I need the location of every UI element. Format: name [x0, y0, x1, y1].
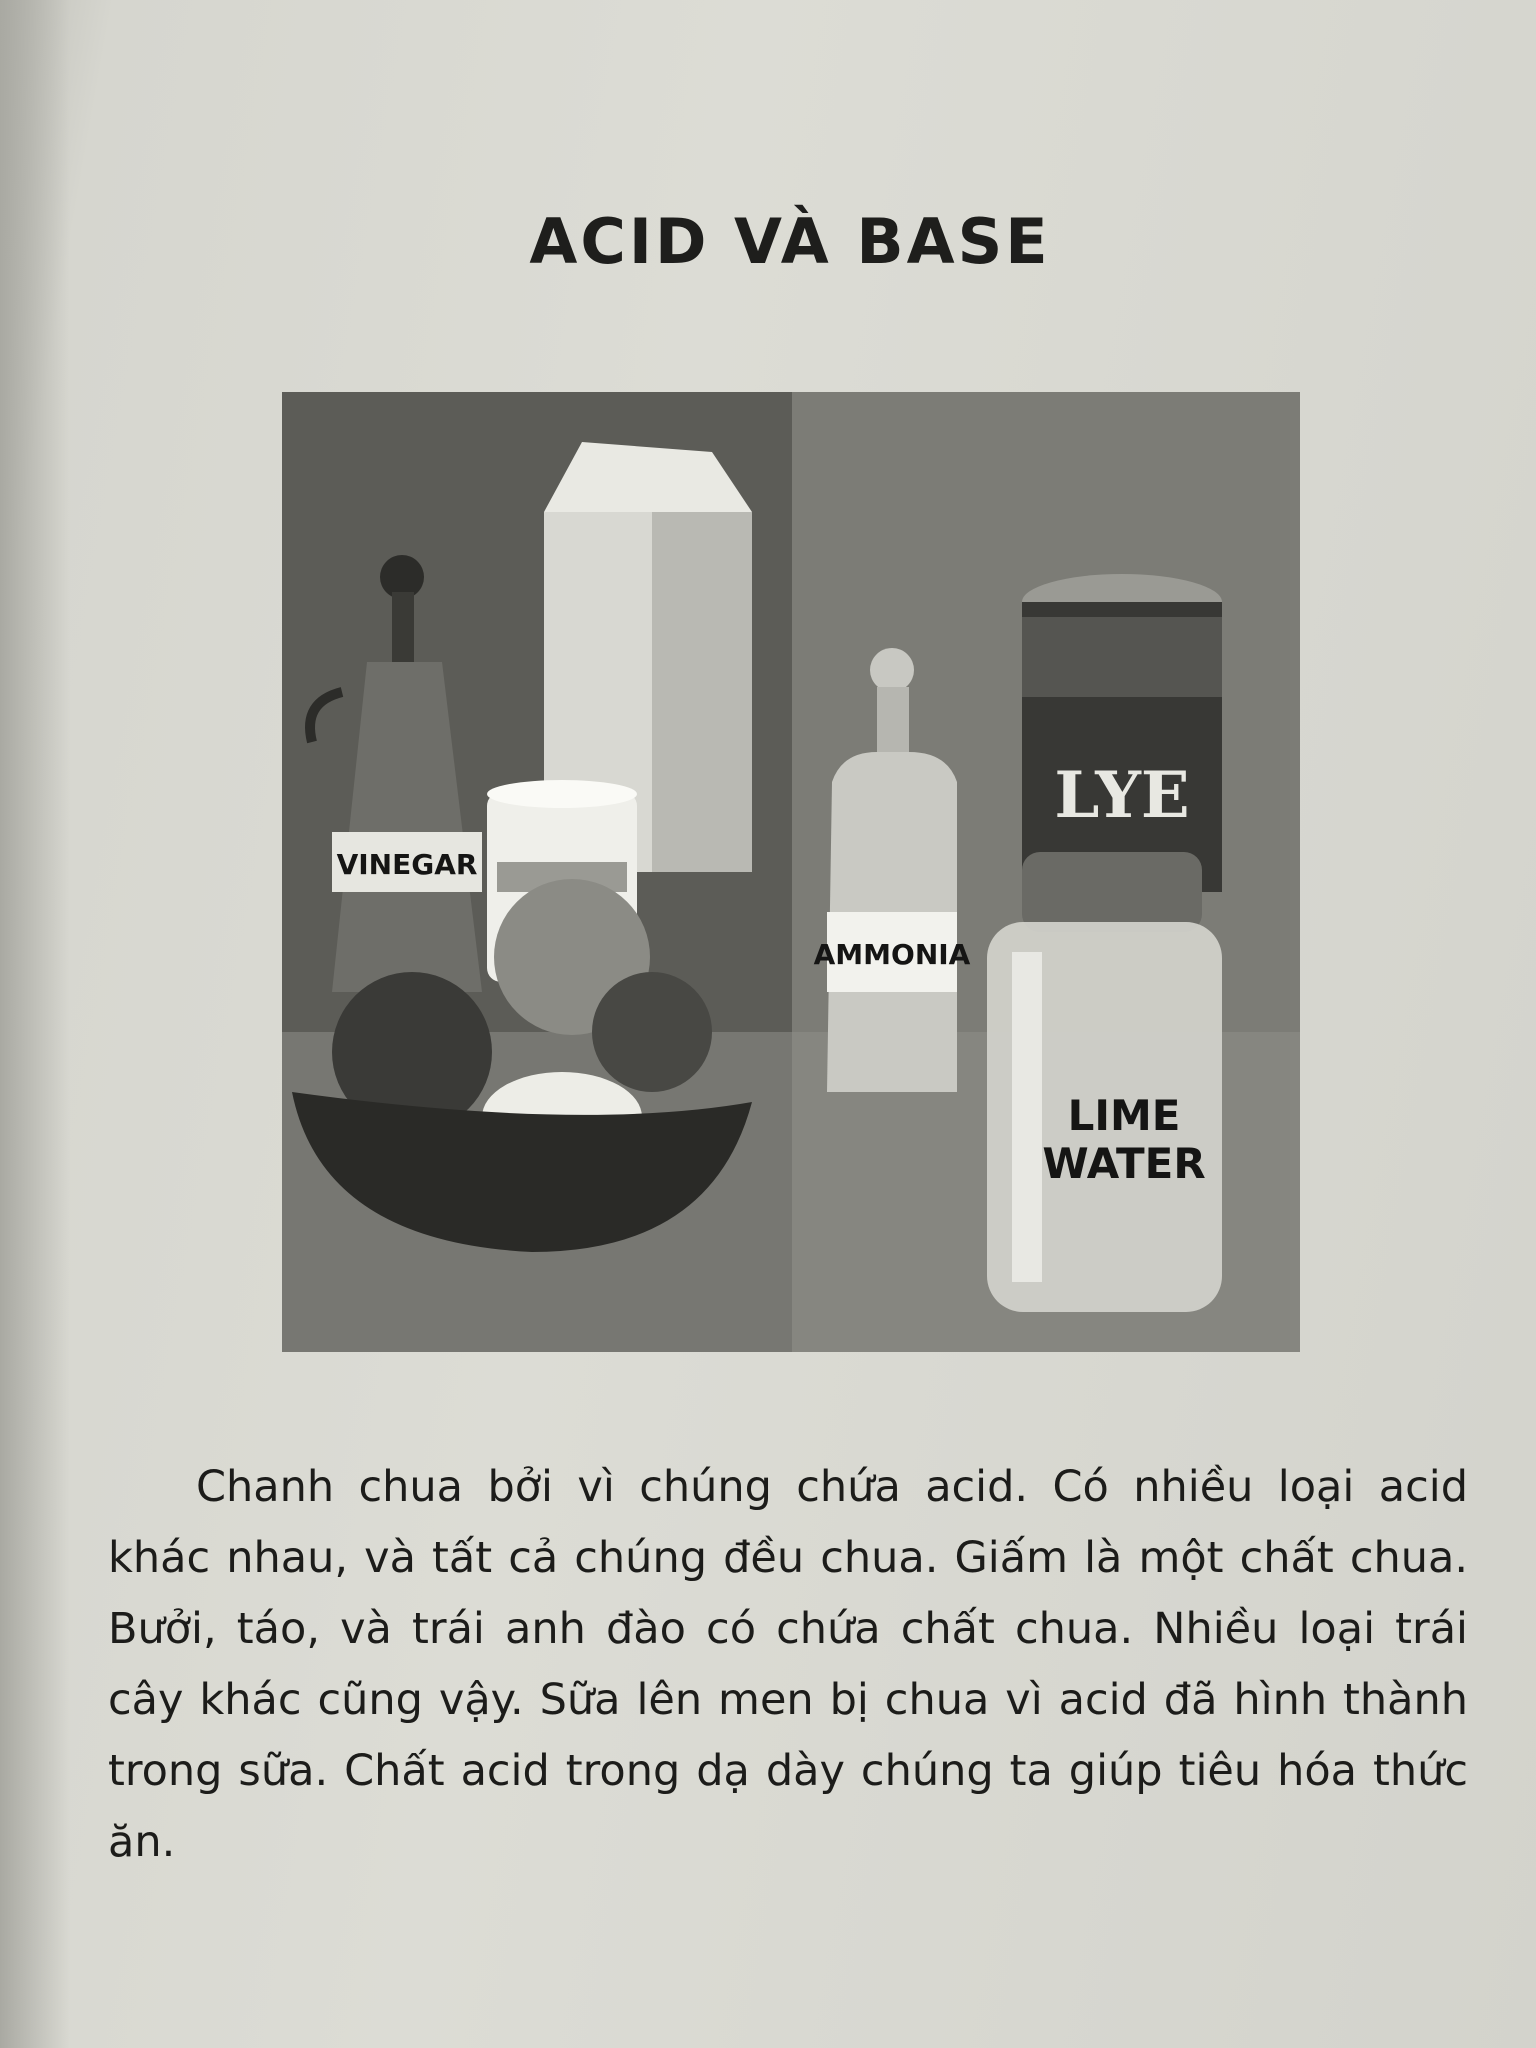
spine-shadow	[0, 0, 70, 2048]
illustration	[282, 392, 1300, 1352]
caption-paragraph: Chanh chua bởi vì chúng chứa acid. Có nhiều loại acid khác nhau, và tất cả chúng đều chua. Giấm là một chất chua. Bưởi, táo, và trái anh đào có chứa chất chua. Nhiều loại trái cây khác cũng vậy. Sữa lên men bị chua vì acid đã hình thành trong sữa. Chất acid trong dạ dày chúng ta giúp tiêu hóa thức ăn.	[108, 1462, 1468, 1867]
page-title: ACID VÀ BASE	[529, 205, 1051, 278]
ammonia-label: AMMONIA	[813, 938, 971, 971]
lye-can-icon	[1022, 574, 1222, 892]
lime-water-label-line2: WATER	[1042, 1139, 1206, 1188]
lime-water-label-line1: LIME	[1067, 1091, 1181, 1140]
vinegar-label: VINEGAR	[336, 848, 478, 881]
lye-label: LYE	[1054, 758, 1190, 833]
